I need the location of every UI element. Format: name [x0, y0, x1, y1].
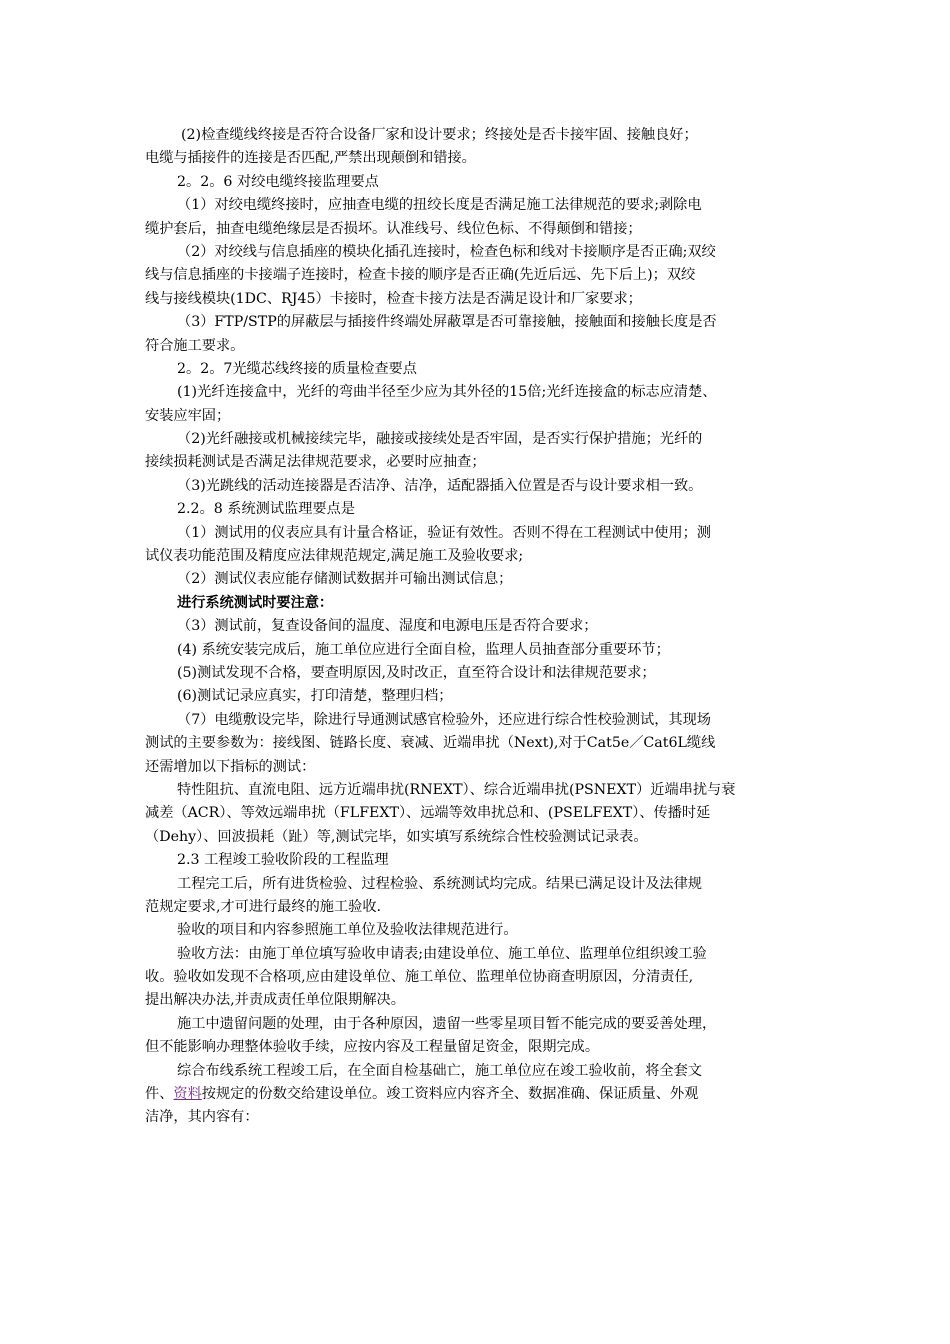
text-line: 线与信息插座的卡接端子连接时，检查卡接的顺序是否正确(先近后远、先下后上)；双绞 [145, 267, 696, 284]
text-line: (2)检查缆线终接是否符合设备厂家和设计要求；终接处是否卡接牢固、接触良好； [181, 127, 698, 143]
document-page [145, 124, 810, 1130]
text-line: 2。2。6 对绞电缆终接监理要点 [177, 173, 379, 190]
text-line: 施工中遗留问题的处理，由于各种原因，遗留一些零星项目暂不能完成的要妥善处理， [177, 1015, 717, 1032]
bold-heading-line: 进行系统测试时要注意： [177, 594, 334, 611]
text-line [145, 1083, 810, 1106]
text-line: 收。验收如发现不合格项,应由建设单位、施工单位、监理单位协商查明原因，分清责任, [145, 969, 694, 986]
text-line: 工程完工后，所有进货检验、过程检验、系统测试均完成。结果已满足设计及法律规 [177, 875, 702, 892]
text-line: （3）FTP/STP的屏蔽层与插接件终端处屏蔽罩是否可靠接触，接触面和接触长度是否 [177, 314, 717, 331]
text-line: （2）测试仪表应能存储测试数据并可输出测试信息； [177, 571, 513, 588]
text-line: 符合施工要求。 [145, 337, 245, 354]
text-line: （7）电缆敷设完毕，除进行导通测试感官检验外，还应进行综合性校验测试，其现场 [177, 711, 711, 728]
text-line: （1）对绞电缆终接时，应抽查电缆的扭绞长度是否满足施工法律规范的要求;剥除电 [177, 197, 702, 214]
text-line: 验收的项目和内容参照施工单位及验收法律规范进行。 [177, 922, 518, 939]
text-line: 缆护套后，抽查电缆绝缘层是否损坏。认准线号、线位色标、不得颠倒和错接； [145, 220, 642, 237]
text-line: 验收方法：由施丁单位填写验收申请表;由建设单位、施工单位、监理单位组织竣工验 [177, 945, 707, 962]
text-line: 2。2。7光缆芯线终接的质量检查要点 [177, 360, 417, 377]
text-line: 电缆与插接件的连接是否匹配,严禁出现颠倒和错接。 [145, 150, 476, 167]
text-line: 特性阻抗、直流电阻、远方近端串扰(RNEXT）、综合近端串扰(PSNEXT）近端串扰与衰 [177, 781, 736, 798]
text-line: 但不能影响办理整体验收手续，应按内容及工程量留足资金，限期完成。 [145, 1039, 600, 1056]
text-line: （1）测试用的仪表应具有计量合格证，验证有效性。否则不得在工程测试中使用；测 [177, 524, 711, 541]
text-line: 线与接线模块(1DC、RJ45）卡接时，检查卡接方法是否满足设计和厂家要求； [145, 290, 642, 307]
text-line: 2.2。8 系统测试监理要点是 [177, 501, 355, 518]
text-line: 提出解决办法,并责成责任单位限期解决。 [145, 992, 405, 1009]
document-link[interactable]: 资料 [173, 1086, 202, 1103]
text-line: 试仪表功能范围及精度应法律规范规定,满足施工及验收要求; [145, 548, 524, 565]
text-line: 安装应牢固； [145, 407, 231, 424]
text-line: (6)测试记录应真实，打印清楚，整理归档； [177, 688, 453, 705]
text-line: (4) 系统安装完成后，施工单位应进行全面自检，监理人员抽查部分重要环节； [177, 641, 670, 658]
text-line: (5)测试发现不合格，要查明原因,及时改正，直至符合设计和法律规范要求； [177, 664, 656, 681]
text-line: 还需增加以下指标的测试： [145, 758, 316, 775]
line-prefix: 件、 [145, 1086, 174, 1103]
text-line: 测试的主要参数为：接线图、链路长度、衰减、近端串扰（Next),对于Cat5e／Cat6L缆线 [145, 735, 716, 752]
text-line: 洁净，其内容有： [145, 1109, 259, 1126]
text-line: (1)光纤连接盒中，光纤的弯曲半径至少应为其外径的15倍;光纤连接盒的标志应清楚、 [177, 384, 717, 401]
text-line: 综合布线系统工程竣工后，在全面自检基础亡，施工单位应在竣工验收前，将全套文 [177, 1062, 702, 1079]
text-line: （2）对绞线与信息插座的模块化插孔连接时，检查色标和线对卡接顺序是否正确;双绞 [177, 243, 716, 260]
text-line: 减差（ACR）、等效远端串扰（FLFEXT）、远端等效串扰总和、(PSELFEXT）、传播时延 [145, 805, 711, 822]
text-line: 2.3 工程竣工验收阶段的工程监理 [177, 852, 389, 869]
line-suffix: 按规定的份数交给建设单位。竣工资料应内容齐全、数据准确、保证质量、外观 [201, 1086, 699, 1103]
text-line: （3)光跳线的活动连接器是否洁净、洁净，适配器插入位置是否与设计要求相一致。 [177, 477, 703, 494]
text-line: （2)光纤融接或机械接续完毕，融接或接续处是否牢固，是否实行保护措施；光纤的 [177, 431, 703, 448]
text-line: 范规定要求,才可进行最终的施工验收. [145, 898, 382, 915]
text-line: （Dehy）、回波损耗（趾）等,测试完毕，如实填写系统综合性校验测试记录表。 [145, 828, 648, 845]
text-line: 接续损耗测试是否满足法律规范要求，必要时应抽查； [145, 454, 486, 471]
text-line: （3）测试前，复查设备间的温度、湿度和电源电压是否符合要求； [177, 618, 598, 635]
